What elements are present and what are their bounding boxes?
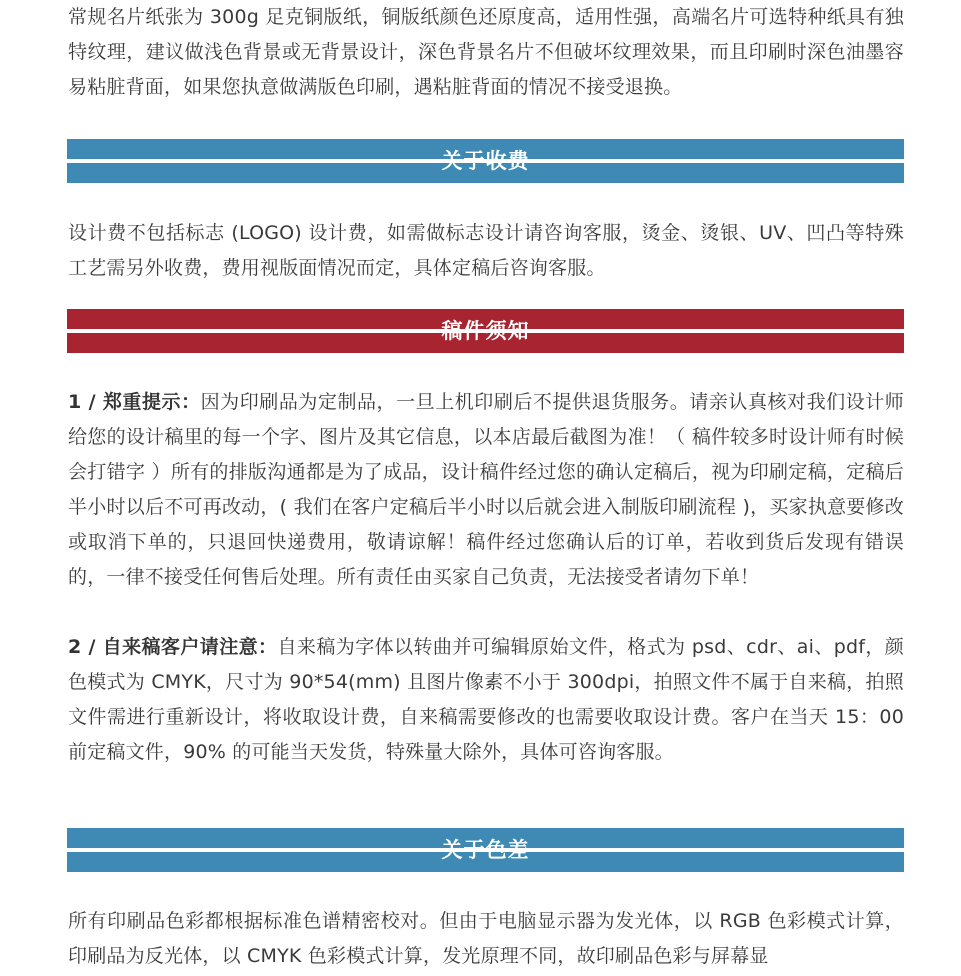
manuscript-title: 稿件须知 [441,319,530,343]
fees-title: 关于收费 [441,149,530,173]
manuscript-item-1 [68,385,904,595]
item-2-label: 2 / 自来稿客户请注意： [68,636,278,658]
item-2-text: 自来稿为字体以转曲并可编辑原始文件，格式为 psd、cdr、ai、pdf，颜色模式为 CMYK，尺寸为 90*54(mm) 且图片像素不小于 300dpi，拍照文件不属于自来稿，拍照文件需进行重新设计，将收取设计费，自来稿需要修改的也需要收取设计费。客户在当天 15：00 前定稿文件，90% 的可能当天发货，特殊量大除外，具体可咨询客服。 [68,636,904,763]
color-diff-title: 关于色差 [441,838,530,862]
item-1-label: 1 / 郑重提示： [68,391,201,413]
color-diff-text: 所有印刷品色彩都根据标准色谱精密校对。但由于电脑显示器为发光体，以 RGB 色彩模式计算，印刷品为反光体，以 CMYK 色彩模式计算，发光原理不同，故印刷品色彩与屏幕显 [68,910,904,967]
color-diff-banner [67,828,904,872]
manuscript-banner [67,309,904,353]
fees-banner [67,139,904,183]
manuscript-item-2 [68,630,904,770]
item-1-text: 因为印刷品为定制品，一旦上机印刷后不提供退货服务。请亲认真核对我们设计师给您的设计稿里的每一个字、图片及其它信息，以本店最后截图为准！（ 稿件较多时设计师有时候会打错字 ）所有的排版沟通都是为了成品，设计稿件经过您的确认定稿后，视为印刷定稿，定稿后半小时以后不可再改动，( 我们在客户定稿后半小时以后就会进入制版印刷流程 )，买家执意要修改或取消下单的，只退回快递费用，敬请谅解！稿件经过您确认后的订单，若收到货后发现有错误的，一律不接受任何售后处理。所有责任由买家自己负责，无法接受者请勿下单！ [68,391,904,588]
fees-text: 设计费不包括标志 (LOGO) 设计费，如需做标志设计请咨询客服，烫金、烫银、UV、凹凸等特殊工艺需另外收费，费用视版面情况而定，具体定稿后咨询客服。 [68,222,904,279]
paper-note: 常规名片纸张为 300g 足克铜版纸，铜版纸颜色还原度高，适用性强，高端名片可选特种纸具有独特纹理，建议做浅色背景或无背景设计，深色背景名片不但破坏纹理效果，而且印刷时深色油墨容易粘脏背面，如果您执意做满版色印刷，遇粘脏背面的情况不接受退换。 [68,6,904,98]
